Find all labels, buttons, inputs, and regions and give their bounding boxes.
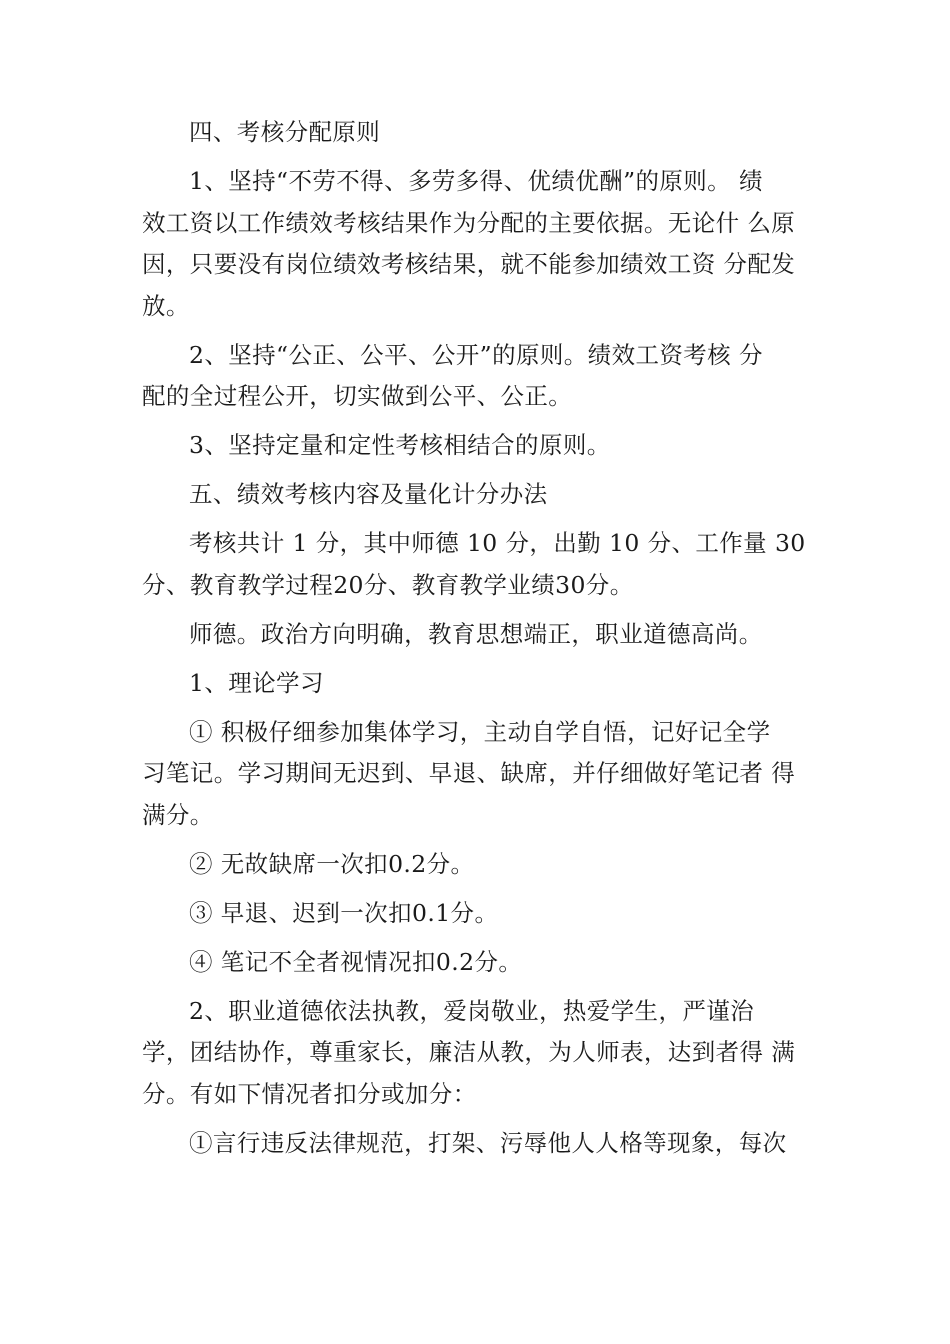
paragraph-professional-ethics [142, 991, 818, 1116]
text-line: 1、理论学习 [189, 668, 324, 697]
paragraph-principle-2 [142, 335, 818, 418]
text-line: ③ 早退、迟到一次扣0.1分。 [189, 898, 499, 927]
text-line: 满分。 [142, 800, 214, 829]
text-line: 3、坚持定量和定性考核相结合的原则。 [189, 431, 611, 459]
text-line: 因，只要没有岗位绩效考核结果，就不能参加绩效工资 分配发 [142, 250, 796, 278]
paragraph-ethics [142, 614, 818, 656]
list-item-3 [142, 893, 818, 935]
text-line: 四、考核分配原则 [189, 118, 381, 146]
text-line: 习笔记。学习期间无迟到、早退、缺席，并仔细做好笔记者 得 [142, 759, 796, 787]
section-heading-4 [142, 112, 818, 154]
paragraph-principle-3 [142, 425, 818, 467]
text-line: 2、职业道德依法执教，爱岗敬业，热爱学生，严谨治 [189, 996, 755, 1025]
text-line: 考核共计 1 分，其中师德 10 分，出勤 10 分、工作量 30 [189, 529, 806, 557]
text-line: 五、绩效考核内容及量化计分办法 [189, 480, 548, 508]
list-item-4 [142, 942, 818, 984]
list-item-2 [142, 844, 818, 886]
paragraph-score-breakdown [142, 523, 818, 606]
text-line: 配的全过程公开，切实做到公平、公正。 [142, 382, 573, 410]
text-line: 1、坚持“不劳不得、多劳多得、优绩优酬”的原则。 绩 [189, 167, 763, 195]
list-item-1 [142, 712, 818, 837]
text-line: ④ 笔记不全者视情况扣0.2分。 [189, 947, 523, 976]
text-line: 学，团结协作，尊重家长，廉洁从教，为人师表，达到者得 满 [142, 1038, 796, 1066]
section-heading-5 [142, 474, 818, 516]
list-item-violation [142, 1123, 818, 1165]
text-line: ①言行违反法律规范，打架、污辱他人人格等现象，每次 [189, 1128, 787, 1157]
paragraph-principle-1 [142, 161, 818, 327]
text-line: 2、坚持“公正、公平、公开”的原则。绩效工资考核 分 [189, 340, 763, 369]
text-line: ② 无故缺席一次扣0.2分。 [189, 849, 475, 878]
text-line: 放。 [142, 291, 190, 320]
text-line: 效工资以工作绩效考核结果作为分配的主要依据。无论什 么原 [142, 208, 796, 237]
text-line: ① 积极仔细参加集体学习，主动自学自悟，记好记全学 [189, 717, 771, 746]
text-line: 师德。政治方向明确，教育思想端正，职业道德高尚。 [189, 619, 763, 648]
text-line: 分。有如下情况者扣分或加分： [142, 1079, 477, 1108]
subheading-theory-study [142, 663, 818, 705]
document-page [142, 112, 818, 1172]
text-line: 分、教育教学过程20分、教育教学业绩30分。 [142, 570, 634, 599]
